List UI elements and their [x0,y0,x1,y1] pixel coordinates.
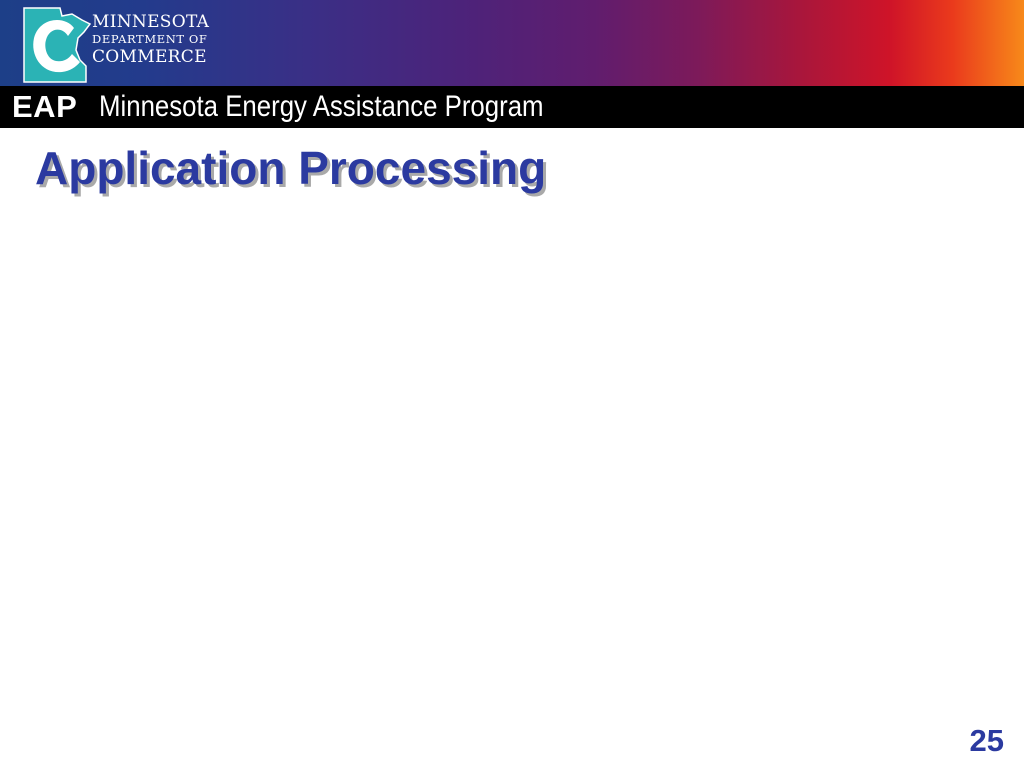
page-number: 25 [969,723,1004,758]
logo-line-department: DEPARTMENT OF [92,32,208,46]
header-gradient-band [0,0,1024,86]
department-logo [16,2,216,84]
logo-text [92,14,222,66]
slide-title: Application Processing [35,142,547,194]
minnesota-state-c-logo-icon [16,2,96,84]
logo-line-commerce: COMMERCE [92,46,207,67]
program-abbreviation: EAP [12,89,78,124]
program-name: Minnesota Energy Assistance Program [99,90,544,123]
logo-line-minnesota: MINNESOTA [92,12,210,32]
program-bar [0,86,1024,128]
